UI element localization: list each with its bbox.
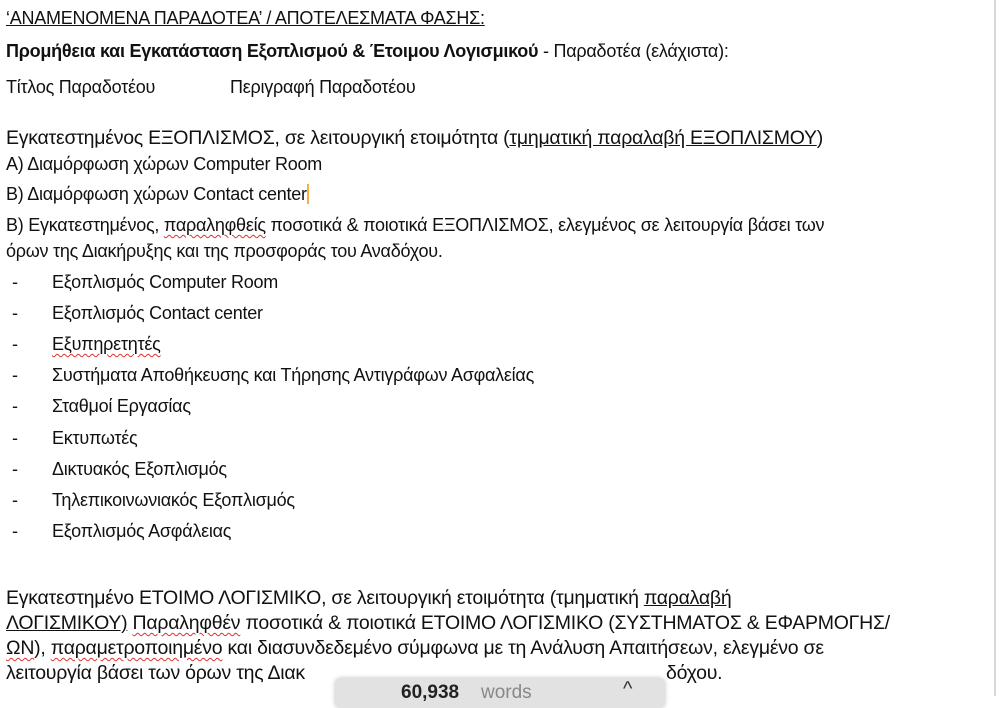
text-cursor — [307, 184, 309, 204]
underlined-text: τμηματική παραλαβή ΕΞΟΠΛΙΣΜΟΥ — [509, 127, 817, 149]
underlined-text: παραλαβή — [643, 587, 732, 609]
text: ποσοτικά & ποιοτικά ΕΤΟΙΜΟ ΛΟΓΙΣΜΙΚΟ (ΣΥΣΤΗΜΑΤΟΣ & ΕΦΑΡΜΟΓΗΣ/ — [240, 612, 890, 634]
equipment-b — [6, 184, 309, 205]
list-item-label: Τηλεπικοινωνιακός Εξοπλισμός — [52, 489, 295, 510]
list-item-label: Σταθμοί Εργασίας — [52, 396, 191, 417]
equipment-a: Α) Διαμόρφωση χώρων Computer Room — [6, 154, 323, 174]
software-line-4-right: δόχου. — [666, 662, 723, 684]
text: Εγκατεστημένο ΕΤΟΙΜΟ ΛΟΓΙΣΜΙΚΟ, σε λειτουργική ετοιμότητα (τμηματική — [6, 587, 644, 609]
bullet-dash: - — [12, 334, 18, 355]
word-count-label: words — [481, 682, 532, 703]
list-item-label: Συστήματα Αποθήκευσης και Τήρησης Αντιγράφων Ασφαλείας — [52, 365, 535, 386]
chevron-up-icon[interactable]: ^ — [623, 678, 633, 700]
text: ), — [34, 637, 51, 659]
list-item-label: Εξυπηρετητές — [52, 334, 161, 355]
underlined-text: ΛΟΓΙΣΜΙΚΟΥ) — [6, 612, 128, 634]
list-item-label: Εξοπλισμός Computer Room — [52, 272, 278, 292]
software-line-4-left: λειτουργία βάσει των όρων της Διακ — [6, 662, 305, 684]
word-count-number: 60,938 — [401, 682, 460, 703]
subtitle — [6, 41, 729, 62]
section-heading: ‘ΑΝΑΜΕΝΟΜΕΝΑ ΠΑΡΑΔΟΤΕΑ’ / ΑΠΟΤΕΛΕΣΜΑΤΑ ΦΑΣΗΣ: — [6, 8, 485, 28]
software-line-2 — [6, 612, 890, 635]
spellcheck-word[interactable]: παραληφθείς — [163, 215, 266, 235]
software-line-3 — [6, 637, 824, 660]
column-description: Περιγραφή Παραδοτέου — [230, 77, 416, 97]
list-item-label: Δικτυακός Εξοπλισμός — [52, 458, 227, 479]
text: Εγκατεστημένος ΕΞΟΠΛΙΣΜΟΣ, σε λειτουργική ετοιμότητα ( — [6, 127, 510, 149]
text: και διασυνδεδεμένο σύμφωνα με τη Ανάλυση Απαιτήσεων, ελεγμένο σε — [222, 637, 824, 659]
column-title: Τίτλος Παραδοτέου — [6, 77, 156, 97]
text: ) — [816, 127, 823, 149]
list-item-label: Εξοπλισμός Contact center — [52, 303, 263, 324]
bullet-dash: - — [12, 396, 18, 417]
text: ποσοτικά & ποιοτικά ΕΞΟΠΛΙΣΜΟΣ, ελεγμένος σε λειτουργία βάσει των — [265, 215, 825, 235]
bullet-dash: - — [12, 489, 18, 510]
bullet-dash: - — [12, 458, 18, 479]
word-count-popup[interactable] — [335, 678, 665, 708]
subtitle-rest: - Παραδοτέα (ελάχιστα): — [538, 41, 729, 61]
list-item-label: Εκτυπωτές — [52, 427, 138, 448]
equipment-c2: όρων της Διακήρυξης και της προσφοράς του Αναδόχου. — [6, 241, 443, 261]
equipment-c — [6, 215, 824, 236]
bullet-dash: - — [12, 427, 18, 448]
bullet-dash: - — [12, 272, 18, 292]
spellcheck-word[interactable]: ΩΝ — [6, 637, 35, 659]
bullet-dash: - — [12, 520, 18, 541]
equipment-heading — [6, 127, 823, 150]
text: Β) Εγκατεστημένος, — [6, 215, 164, 235]
spellcheck-word[interactable]: Παραληφθέν — [132, 612, 241, 634]
subtitle-bold: Προμήθεια και Εγκατάσταση Εξοπλισμού & Έτοιμου Λογισμικού — [6, 41, 539, 61]
software-line-1 — [6, 587, 731, 610]
list-item-label: Εξοπλισμός Ασφάλειας — [52, 520, 232, 541]
bullet-dash: - — [12, 303, 18, 324]
spellcheck-word[interactable]: παραμετροποιημένο — [50, 637, 223, 659]
text: Β) Διαμόρφωση χώρων Contact center — [6, 184, 307, 204]
bullet-dash: - — [12, 365, 18, 386]
